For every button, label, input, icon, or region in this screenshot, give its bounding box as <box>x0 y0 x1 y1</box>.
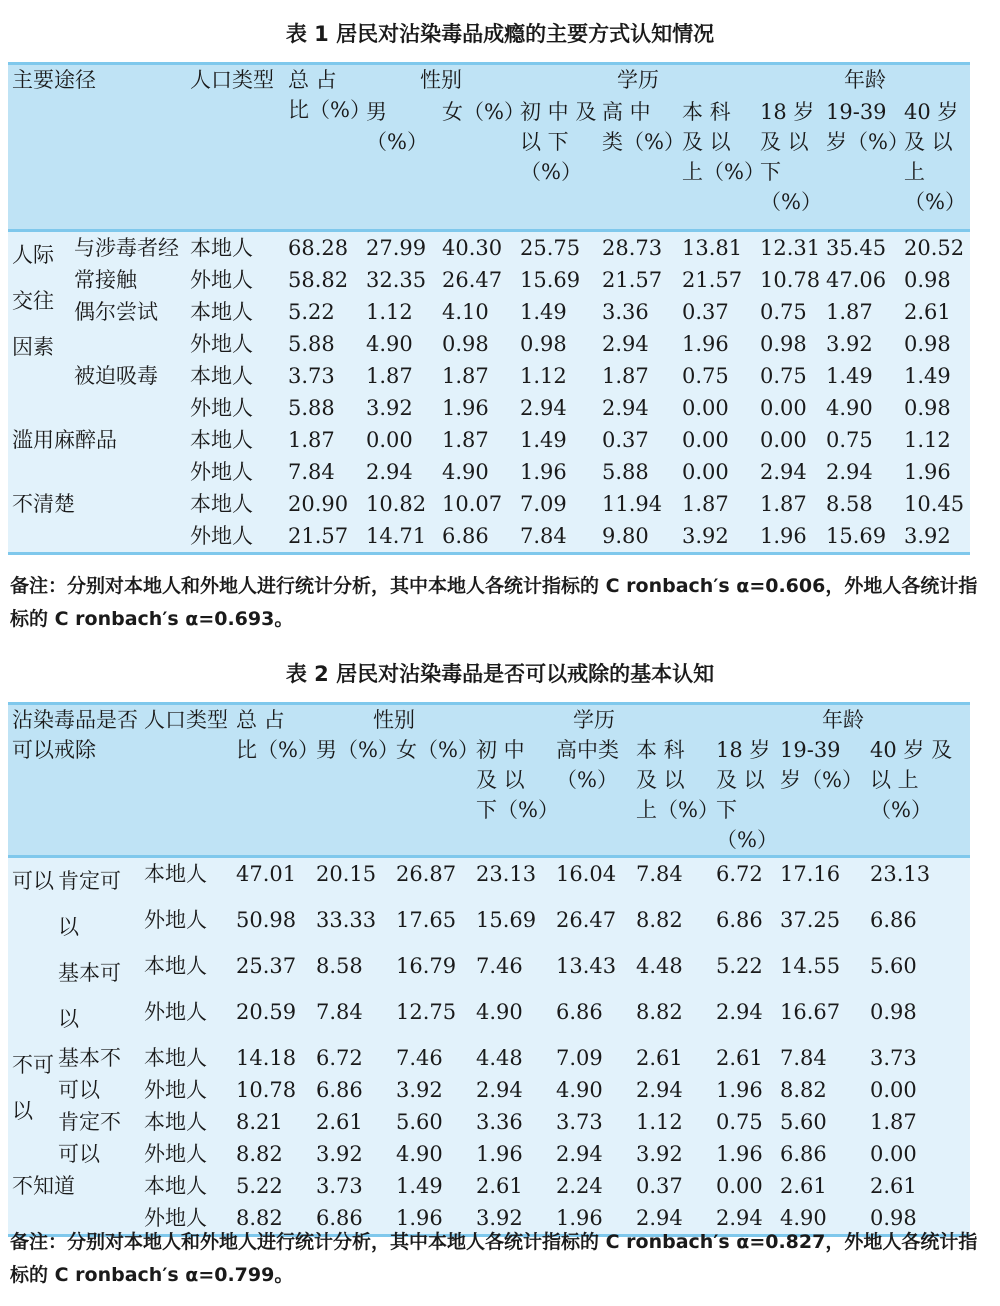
t1-header-ptype: 人口类型 <box>190 68 274 92</box>
cell-value: 68.28 <box>288 236 349 260</box>
cell-value: 1.87 <box>602 364 649 388</box>
cell-type: 外地人 <box>144 1078 207 1102</box>
cell-value: 1.49 <box>826 364 873 388</box>
cell-value: 1.96 <box>476 1142 523 1166</box>
cell-value: 16.04 <box>556 862 617 886</box>
cell-value: 8.21 <box>236 1110 283 1134</box>
cell-value: 0.75 <box>826 428 873 452</box>
t1-header-age2: 19-39 岁（%） <box>826 99 909 154</box>
cell-value: 5.60 <box>780 1110 827 1134</box>
cell-value: 1.87 <box>870 1110 917 1134</box>
cell-value: 5.88 <box>288 396 335 420</box>
cell-value: 0.00 <box>682 460 729 484</box>
cell-value: 0.00 <box>682 396 729 420</box>
cell-value: 5.22 <box>288 300 335 324</box>
cell-value: 15.69 <box>826 524 887 548</box>
t2-header-gender: 性别 <box>373 708 415 732</box>
cell-value: 3.92 <box>904 524 951 548</box>
cell-value: 0.98 <box>904 396 951 420</box>
cell-value: 6.86 <box>316 1078 363 1102</box>
cell-value: 8.82 <box>780 1078 827 1102</box>
cell-type: 外地人 <box>144 1142 207 1166</box>
table-row <box>8 1106 970 1138</box>
t2-sub-sure-not: 肯定不可以 <box>58 1110 121 1166</box>
cell-value: 1.49 <box>520 300 567 324</box>
cell-value: 58.82 <box>288 268 349 292</box>
cell-value: 25.37 <box>236 954 297 978</box>
t1-header-age3: 40 岁 及 以 上（%） <box>904 99 966 214</box>
cell-value: 2.61 <box>780 1174 827 1198</box>
cell-value: 7.84 <box>636 862 683 886</box>
cell-value: 6.86 <box>870 908 917 932</box>
cell-value: 2.94 <box>716 1206 763 1230</box>
t2-header-male: 男（%） <box>316 738 399 762</box>
cell-value: 2.94 <box>556 1142 603 1166</box>
t2-header-edu2: 高中类（%） <box>556 738 619 792</box>
cell-value: 20.59 <box>236 1000 297 1024</box>
t1-header-male: 男（%） <box>366 99 428 154</box>
cell-value: 2.94 <box>366 460 413 484</box>
cell-type: 本地人 <box>190 236 253 260</box>
cell-value: 5.88 <box>602 460 649 484</box>
cell-value: 2.94 <box>602 396 649 420</box>
t2-header-age3: 40 岁 及 以 上（%） <box>870 738 953 822</box>
cell-type: 本地人 <box>190 428 253 452</box>
cell-value: 7.84 <box>288 460 335 484</box>
t2-group-cannot: 不可以 <box>12 1053 54 1123</box>
cell-value: 8.58 <box>316 954 363 978</box>
cell-value: 2.94 <box>636 1078 683 1102</box>
cell-value: 2.94 <box>636 1206 683 1230</box>
cell-value: 20.90 <box>288 492 349 516</box>
cell-value: 26.87 <box>396 862 457 886</box>
cell-value: 0.00 <box>366 428 413 452</box>
table-row <box>8 950 970 996</box>
cell-value: 0.37 <box>602 428 649 452</box>
cell-value: 32.35 <box>366 268 427 292</box>
cell-value: 21.57 <box>288 524 349 548</box>
cell-value: 0.00 <box>716 1174 763 1198</box>
cell-value: 2.24 <box>556 1174 603 1198</box>
cell-value: 1.87 <box>826 300 873 324</box>
cell-value: 26.47 <box>442 268 503 292</box>
cell-value: 14.71 <box>366 524 427 548</box>
cell-value: 8.82 <box>236 1206 283 1230</box>
cell-value: 4.90 <box>396 1142 443 1166</box>
cell-value: 1.87 <box>288 428 335 452</box>
cell-value: 1.12 <box>904 428 951 452</box>
t1-header-edu3: 本 科 及 以 上（%） <box>682 99 765 184</box>
t1-header-female: 女（%） <box>442 99 525 124</box>
table-row <box>8 360 970 392</box>
table-row <box>8 996 970 1042</box>
table1 <box>8 62 970 555</box>
cell-value: 7.46 <box>396 1046 443 1070</box>
cell-value: 1.96 <box>682 332 729 356</box>
cell-value: 1.87 <box>366 364 413 388</box>
cell-value: 23.13 <box>870 862 931 886</box>
t2-sub-sure: 肯定可以 <box>58 869 121 939</box>
cell-value: 2.61 <box>316 1110 363 1134</box>
t1-group-interpersonal: 人际交往因素 <box>12 243 54 359</box>
cell-value: 3.73 <box>870 1046 917 1070</box>
t1-header-gender: 性别 <box>420 68 462 92</box>
cell-value: 35.45 <box>826 236 887 260</box>
t1-header-total: 总 占 比（%） <box>288 68 371 122</box>
cell-value: 3.36 <box>602 300 649 324</box>
cell-value: 8.82 <box>636 1000 683 1024</box>
cell-value: 37.25 <box>780 908 841 932</box>
cell-value: 3.92 <box>396 1078 443 1102</box>
table-row <box>8 1042 970 1074</box>
t2-header-edu3: 本 科 及 以 上（%） <box>636 738 719 822</box>
cell-value: 16.67 <box>780 1000 841 1024</box>
t2-sub-basic: 基本可以 <box>58 961 121 1031</box>
cell-value: 2.61 <box>870 1174 917 1198</box>
cell-value: 15.69 <box>520 268 581 292</box>
cell-type: 本地人 <box>190 364 253 388</box>
cell-value: 0.00 <box>760 428 807 452</box>
cell-value: 4.48 <box>476 1046 523 1070</box>
t1-header-edu2: 高 中 类（%） <box>602 99 685 154</box>
t1-group-unclear: 不清楚 <box>12 492 75 516</box>
cell-value: 2.94 <box>826 460 873 484</box>
cell-value: 3.73 <box>288 364 335 388</box>
table2 <box>8 702 970 1237</box>
t1-header-age1: 18 岁 及 以 下（%） <box>760 99 822 214</box>
table-row <box>8 232 970 264</box>
cell-value: 10.78 <box>236 1078 297 1102</box>
cell-value: 6.86 <box>780 1142 827 1166</box>
table-row <box>8 1138 970 1170</box>
cell-value: 2.61 <box>716 1046 763 1070</box>
cell-value: 13.43 <box>556 954 617 978</box>
cell-value: 2.61 <box>476 1174 523 1198</box>
cell-value: 0.75 <box>682 364 729 388</box>
cell-value: 1.49 <box>396 1174 443 1198</box>
cell-value: 1.49 <box>904 364 951 388</box>
cell-value: 3.92 <box>826 332 873 356</box>
cell-value: 8.82 <box>236 1142 283 1166</box>
cell-value: 5.60 <box>396 1110 443 1134</box>
cell-value: 16.79 <box>396 954 457 978</box>
cell-type: 本地人 <box>190 492 253 516</box>
cell-value: 2.94 <box>716 1000 763 1024</box>
cell-type: 外地人 <box>144 1000 207 1024</box>
table-row <box>8 1074 970 1106</box>
cell-value: 47.01 <box>236 862 297 886</box>
t1-group-abuse: 滥用麻醉品 <box>12 428 117 452</box>
cell-value: 7.84 <box>780 1046 827 1070</box>
cell-value: 6.72 <box>716 862 763 886</box>
cell-value: 1.49 <box>520 428 567 452</box>
table-row <box>8 858 970 904</box>
cell-value: 3.73 <box>556 1110 603 1134</box>
cell-value: 0.00 <box>682 428 729 452</box>
cell-type: 外地人 <box>190 524 253 548</box>
cell-value: 3.92 <box>316 1142 363 1166</box>
t2-header-female: 女（%） <box>396 738 479 762</box>
t1-sub-contact: 与涉毒者经常接触 <box>74 236 179 292</box>
cell-value: 6.72 <box>316 1046 363 1070</box>
cell-value: 1.96 <box>904 460 951 484</box>
cell-value: 2.94 <box>520 396 567 420</box>
cell-type: 外地人 <box>190 396 253 420</box>
cell-value: 26.47 <box>556 908 617 932</box>
cell-value: 1.96 <box>760 524 807 548</box>
cell-value: 0.00 <box>870 1142 917 1166</box>
cell-value: 0.98 <box>442 332 489 356</box>
cell-value: 7.09 <box>556 1046 603 1070</box>
table2-title: 表 2 居民对沾染毒品是否可以戒除的基本认知 <box>285 662 715 686</box>
table-row <box>8 1170 970 1202</box>
table2-note: 备注：分别对本地人和外地人进行统计分析，其中本地人各统计指标的 C ronbach′s α=0.827，外地人各统计指标的 C ronbach′s α=0.799。 <box>10 1231 978 1286</box>
cell-value: 0.98 <box>520 332 567 356</box>
cell-value: 1.87 <box>760 492 807 516</box>
cell-value: 4.10 <box>442 300 489 324</box>
cell-type: 外地人 <box>144 908 207 932</box>
cell-value: 3.36 <box>476 1110 523 1134</box>
cell-value: 28.73 <box>602 236 663 260</box>
cell-value: 10.07 <box>442 492 503 516</box>
cell-value: 0.98 <box>904 332 951 356</box>
cell-value: 3.92 <box>682 524 729 548</box>
table1-title: 表 1 居民对沾染毒品成瘾的主要方式认知情况 <box>285 22 715 46</box>
cell-value: 0.98 <box>870 1206 917 1230</box>
cell-value: 5.22 <box>716 954 763 978</box>
cell-value: 4.90 <box>442 460 489 484</box>
t2-header-age2: 19-39 岁（%） <box>780 738 863 792</box>
table-row <box>8 424 970 456</box>
cell-value: 6.86 <box>316 1206 363 1230</box>
cell-value: 2.61 <box>636 1046 683 1070</box>
cell-value: 0.98 <box>904 268 951 292</box>
table-row <box>8 488 970 520</box>
t2-group-can: 可以 <box>12 869 54 893</box>
cell-value: 8.58 <box>826 492 873 516</box>
cell-value: 2.94 <box>476 1078 523 1102</box>
cell-value: 6.86 <box>716 908 763 932</box>
cell-value: 15.69 <box>476 908 537 932</box>
cell-value: 13.81 <box>682 236 743 260</box>
cell-value: 6.86 <box>442 524 489 548</box>
cell-value: 6.86 <box>556 1000 603 1024</box>
table-row <box>8 904 970 950</box>
cell-value: 1.96 <box>396 1206 443 1230</box>
cell-value: 1.96 <box>442 396 489 420</box>
t2-header-total: 总 占 比（%） <box>236 708 319 762</box>
cell-type: 外地人 <box>190 268 253 292</box>
cell-value: 2.61 <box>904 300 951 324</box>
cell-type: 外地人 <box>144 1206 207 1230</box>
cell-value: 21.57 <box>682 268 743 292</box>
cell-value: 10.45 <box>904 492 965 516</box>
cell-value: 5.60 <box>870 954 917 978</box>
cell-value: 20.52 <box>904 236 965 260</box>
cell-value: 17.65 <box>396 908 457 932</box>
t2-header-age1: 18 岁 及 以 下（%） <box>716 738 778 852</box>
cell-value: 0.37 <box>636 1174 683 1198</box>
t1-sub-try: 偶尔尝试 <box>74 300 158 324</box>
cell-value: 1.96 <box>520 460 567 484</box>
cell-value: 7.46 <box>476 954 523 978</box>
cell-value: 4.90 <box>366 332 413 356</box>
cell-type: 外地人 <box>190 332 253 356</box>
cell-value: 0.98 <box>870 1000 917 1024</box>
cell-value: 0.00 <box>870 1078 917 1102</box>
cell-value: 1.12 <box>366 300 413 324</box>
table-row <box>8 296 970 328</box>
cell-value: 10.78 <box>760 268 821 292</box>
cell-value: 33.33 <box>316 908 377 932</box>
cell-value: 40.30 <box>442 236 503 260</box>
t1-header-edu: 学历 <box>617 68 659 92</box>
cell-value: 7.84 <box>316 1000 363 1024</box>
cell-value: 0.75 <box>716 1110 763 1134</box>
cell-value: 5.88 <box>288 332 335 356</box>
cell-value: 0.75 <box>760 300 807 324</box>
cell-value: 21.57 <box>602 268 663 292</box>
cell-value: 1.87 <box>442 364 489 388</box>
cell-type: 本地人 <box>144 1174 207 1198</box>
cell-value: 20.15 <box>316 862 377 886</box>
cell-value: 1.87 <box>442 428 489 452</box>
t2-group-unknown: 不知道 <box>12 1174 75 1198</box>
t1-header-age: 年龄 <box>844 68 886 92</box>
t1-header-route: 主要途径 <box>12 68 96 92</box>
cell-value: 4.48 <box>636 954 683 978</box>
cell-value: 12.31 <box>760 236 821 260</box>
cell-value: 14.55 <box>780 954 841 978</box>
t2-sub-basic-not: 基本不可以 <box>58 1046 121 1102</box>
cell-value: 0.37 <box>682 300 729 324</box>
t2-header-ptype: 人口类型 <box>144 708 228 732</box>
cell-value: 1.87 <box>682 492 729 516</box>
cell-value: 14.18 <box>236 1046 297 1070</box>
cell-value: 5.22 <box>236 1174 283 1198</box>
cell-value: 4.90 <box>826 396 873 420</box>
t1-sub-forced: 被迫吸毒 <box>74 364 158 388</box>
cell-value: 2.94 <box>602 332 649 356</box>
cell-value: 4.90 <box>780 1206 827 1230</box>
cell-value: 2.94 <box>760 460 807 484</box>
cell-value: 0.98 <box>760 332 807 356</box>
cell-value: 1.96 <box>556 1206 603 1230</box>
cell-value: 50.98 <box>236 908 297 932</box>
cell-value: 7.09 <box>520 492 567 516</box>
cell-type: 本地人 <box>144 1110 207 1134</box>
cell-type: 本地人 <box>190 300 253 324</box>
cell-value: 7.84 <box>520 524 567 548</box>
cell-value: 12.75 <box>396 1000 457 1024</box>
cell-value: 11.94 <box>602 492 663 516</box>
cell-type: 本地人 <box>144 1046 207 1070</box>
cell-value: 8.82 <box>636 908 683 932</box>
cell-value: 27.99 <box>366 236 427 260</box>
cell-value: 4.90 <box>556 1078 603 1102</box>
cell-value: 3.92 <box>476 1206 523 1230</box>
t2-header-edu1: 初 中 及 以 下（%） <box>476 738 559 822</box>
cell-value: 0.75 <box>760 364 807 388</box>
t2-header-age: 年龄 <box>822 708 864 732</box>
cell-value: 1.96 <box>716 1142 763 1166</box>
cell-type: 本地人 <box>144 954 207 978</box>
cell-value: 25.75 <box>520 236 581 260</box>
table1-note: 备注：分别对本地人和外地人进行统计分析，其中本地人各统计指标的 C ronbach′s α=0.606，外地人各统计指标的 C ronbach′s α=0.693。 <box>10 575 978 630</box>
cell-value: 1.12 <box>520 364 567 388</box>
cell-value: 3.92 <box>636 1142 683 1166</box>
cell-value: 1.96 <box>716 1078 763 1102</box>
cell-value: 9.80 <box>602 524 649 548</box>
t2-header-route: 沾染毒品是否可以戒除 <box>12 708 138 762</box>
cell-value: 4.90 <box>476 1000 523 1024</box>
cell-value: 10.82 <box>366 492 427 516</box>
cell-value: 1.12 <box>636 1110 683 1134</box>
cell-value: 47.06 <box>826 268 887 292</box>
cell-type: 外地人 <box>190 460 253 484</box>
cell-value: 3.92 <box>366 396 413 420</box>
cell-value: 23.13 <box>476 862 537 886</box>
t1-header-edu1: 初 中 及 以 下（%） <box>520 99 597 184</box>
cell-value: 3.73 <box>316 1174 363 1198</box>
cell-value: 17.16 <box>780 862 841 886</box>
cell-type: 本地人 <box>144 862 207 886</box>
t2-header-edu: 学历 <box>573 708 615 732</box>
cell-value: 0.00 <box>760 396 807 420</box>
